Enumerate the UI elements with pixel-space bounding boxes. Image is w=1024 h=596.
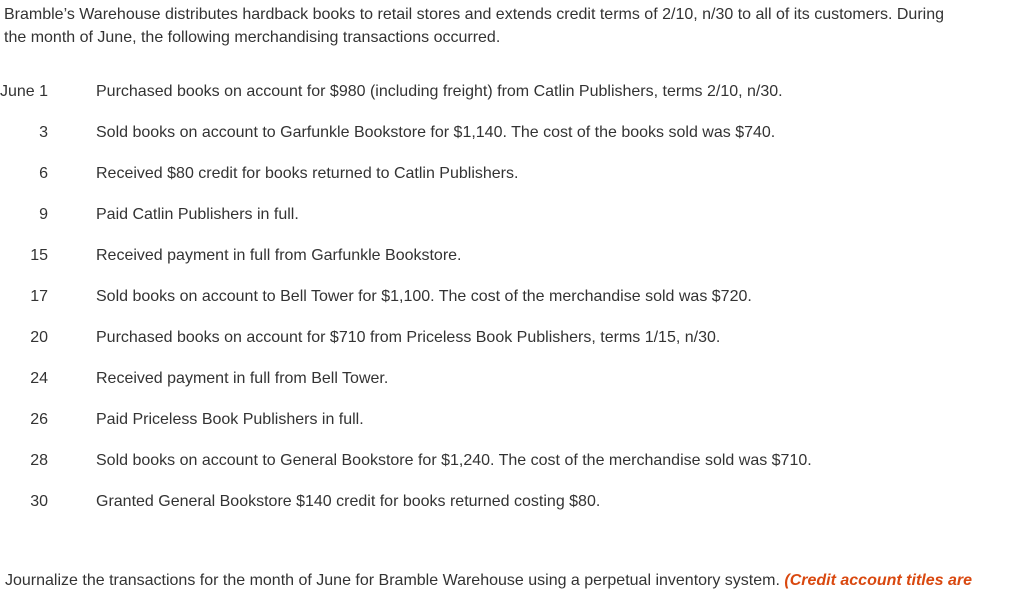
transaction-date: 15: [30, 247, 48, 264]
transaction-row: [0, 449, 1010, 490]
transaction-description: Sold books on account to General Bookstore for $1,240. The cost of the merchandise sold was $710.: [96, 452, 812, 469]
transaction-description: Paid Catlin Publishers in full.: [96, 206, 299, 223]
transaction-row: [0, 80, 1010, 121]
transaction-row: [0, 244, 1010, 285]
transaction-row: [0, 408, 1010, 449]
journalize-instruction: [5, 569, 972, 593]
transaction-description: Received payment in full from Garfunkle Bookstore.: [96, 247, 462, 264]
transaction-description: Purchased books on account for $980 (including freight) from Catlin Publishers, terms 2/10, n/30.: [96, 83, 783, 100]
transaction-date: 20: [30, 329, 48, 346]
instruction-note: (Credit account titles are: [784, 572, 972, 589]
transactions-table: [0, 80, 1010, 531]
transaction-description: Sold books on account to Bell Tower for $1,100. The cost of the merchandise sold was $720.: [96, 288, 752, 305]
transaction-row: [0, 162, 1010, 203]
transaction-date: June 1: [0, 83, 48, 100]
transaction-date: 28: [30, 452, 48, 469]
transaction-row: [0, 121, 1010, 162]
transaction-row: [0, 367, 1010, 408]
transaction-date: 3: [39, 124, 48, 141]
transaction-description: Sold books on account to Garfunkle Bookstore for $1,140. The cost of the books sold was $740.: [96, 124, 776, 141]
transaction-row: [0, 203, 1010, 244]
transaction-description: Granted General Bookstore $140 credit for books returned costing $80.: [96, 493, 601, 510]
transaction-description: Paid Priceless Book Publishers in full.: [96, 411, 364, 428]
transaction-description: Received $80 credit for books returned to Catlin Publishers.: [96, 165, 519, 182]
instruction-text: Journalize the transactions for the month of June for Bramble Warehouse using a perpetual inventory system.: [5, 572, 785, 589]
transaction-row: [0, 326, 1010, 367]
transaction-description: Purchased books on account for $710 from Priceless Book Publishers, terms 1/15, n/30.: [96, 329, 721, 346]
intro-line-2: the month of June, the following merchandising transactions occurred.: [4, 29, 501, 46]
intro-line-1: Bramble’s Warehouse distributes hardback books to retail stores and extends credit terms of 2/10, n/30 to all of its customers. During: [4, 6, 945, 23]
transaction-description: Received payment in full from Bell Tower.: [96, 370, 389, 387]
transaction-row: [0, 285, 1010, 326]
transaction-date: 6: [39, 165, 48, 182]
transaction-date: 17: [30, 288, 48, 305]
transaction-date: 26: [30, 411, 48, 428]
transaction-date: 30: [30, 493, 48, 510]
transaction-date: 9: [39, 206, 48, 223]
problem-intro: [4, 3, 1014, 49]
transaction-row: [0, 490, 1010, 531]
transaction-date: 24: [30, 370, 48, 387]
